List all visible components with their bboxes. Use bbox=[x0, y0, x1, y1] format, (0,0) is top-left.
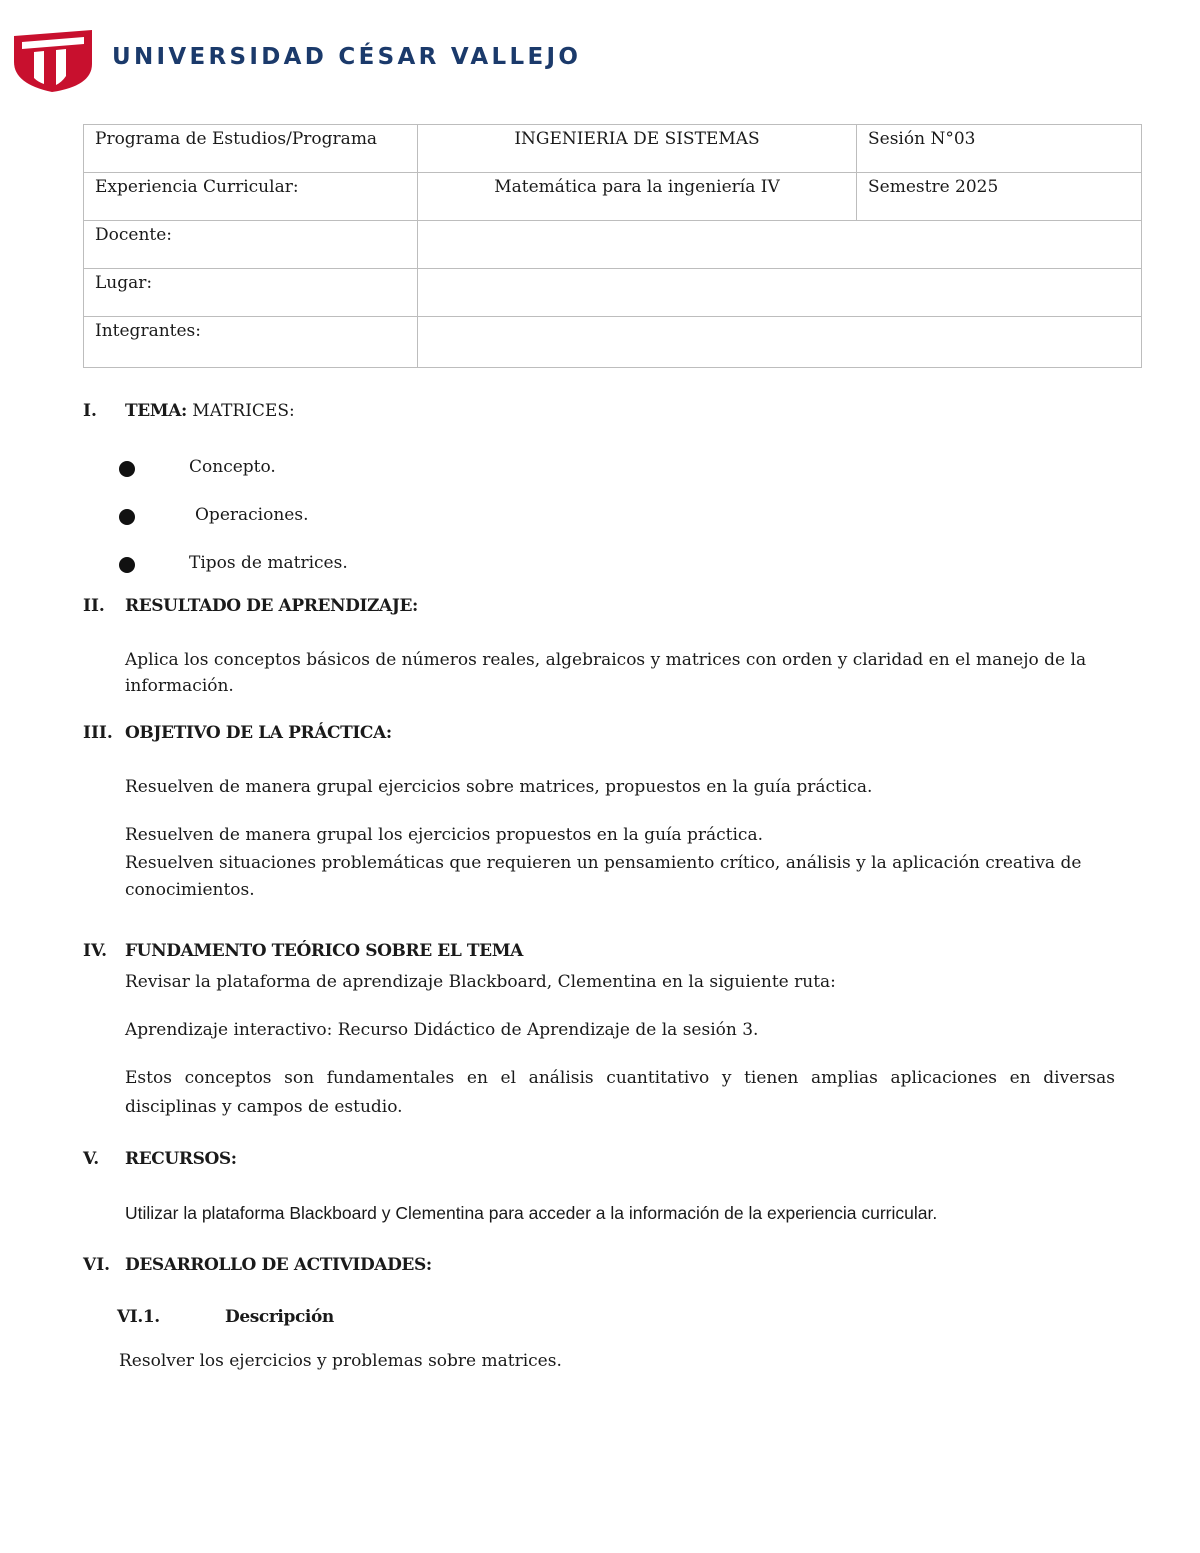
topic-heading bbox=[125, 401, 295, 421]
objective-text: Resuelven de manera grupal ejercicios sobre matrices, propuestos en la guía práctica. bbox=[125, 777, 873, 797]
activities-heading: DESARROLLO DE ACTIVIDADES: bbox=[125, 1255, 432, 1275]
course-label: Experiencia Curricular: bbox=[84, 173, 418, 221]
list-item: Concepto. bbox=[189, 457, 276, 477]
course-value: Matemática para la ingeniería IV bbox=[418, 173, 857, 221]
teacher-field[interactable] bbox=[418, 221, 1142, 269]
objective-heading: OBJETIVO DE LA PRÁCTICA: bbox=[125, 723, 392, 743]
topic-label: TEMA: bbox=[125, 401, 187, 421]
section-number: II. bbox=[83, 596, 105, 616]
description-text: Resolver los ejercicios y problemas sobre matrices. bbox=[119, 1351, 562, 1371]
teacher-label: Docente: bbox=[84, 221, 418, 269]
semester: Semestre 2025 bbox=[857, 173, 1142, 221]
list-item: Operaciones. bbox=[195, 505, 309, 525]
bullet-icon bbox=[119, 461, 135, 477]
resources-heading: RECURSOS: bbox=[125, 1149, 237, 1169]
objective-text: Resuelven situaciones problemáticas que requieren un pensamiento crítico, análisis y la aplicación creativa de conocimientos. bbox=[125, 853, 1082, 900]
place-field[interactable] bbox=[418, 269, 1142, 317]
table-row bbox=[84, 173, 1142, 221]
session-info-table bbox=[83, 124, 1142, 368]
theory-text: Revisar la plataforma de aprendizaje Blackboard, Clementina en la siguiente ruta: bbox=[125, 972, 836, 992]
university-logo bbox=[12, 28, 94, 98]
section-number: V. bbox=[83, 1149, 100, 1169]
members-field[interactable] bbox=[418, 317, 1142, 368]
subsection-number: VI.1. bbox=[117, 1307, 160, 1327]
learning-outcome-heading: RESULTADO DE APRENDIZAJE: bbox=[125, 596, 418, 616]
topic-value: MATRICES: bbox=[186, 401, 295, 421]
section-number: VI. bbox=[83, 1255, 111, 1275]
program-label: Programa de Estudios/Programa bbox=[84, 125, 418, 173]
program-value: INGENIERIA DE SISTEMAS bbox=[418, 125, 857, 173]
table-row bbox=[84, 125, 1142, 173]
description-heading: Descripción bbox=[225, 1307, 334, 1327]
theory-heading: FUNDAMENTO TEÓRICO SOBRE EL TEMA bbox=[125, 941, 523, 961]
learning-outcome-text: Aplica los conceptos básicos de números reales, algebraicos y matrices con orden y claridad en el manejo de la información. bbox=[125, 650, 1087, 696]
place-label: Lugar: bbox=[84, 269, 418, 317]
ucv-shield-icon bbox=[12, 28, 94, 94]
bullet-icon bbox=[119, 509, 135, 525]
university-name: UNIVERSIDAD CÉSAR VALLEJO bbox=[112, 44, 582, 70]
section-number: I. bbox=[83, 401, 97, 421]
members-label: Integrantes: bbox=[84, 317, 418, 368]
section-number: III. bbox=[83, 723, 113, 743]
bullet-icon bbox=[119, 557, 135, 573]
table-row bbox=[84, 269, 1142, 317]
table-row bbox=[84, 317, 1142, 368]
theory-text: Estos conceptos son fundamentales en el análisis cuantitativo y tienen amplias aplicaciones en diversas disciplinas y campos de estudio. bbox=[125, 1068, 1115, 1117]
theory-text: Aprendizaje interactivo: Recurso Didáctico de Aprendizaje de la sesión 3. bbox=[125, 1020, 759, 1040]
section-number: IV. bbox=[83, 941, 108, 961]
objective-text: Resuelven de manera grupal los ejercicios propuestos en la guía práctica. bbox=[125, 825, 763, 845]
list-item: Tipos de matrices. bbox=[189, 553, 348, 573]
session-number: Sesión N°03 bbox=[857, 125, 1142, 173]
table-row bbox=[84, 221, 1142, 269]
resources-text: Utilizar la plataforma Blackboard y Clementina para acceder a la información de la experiencia curricular. bbox=[125, 1203, 938, 1223]
